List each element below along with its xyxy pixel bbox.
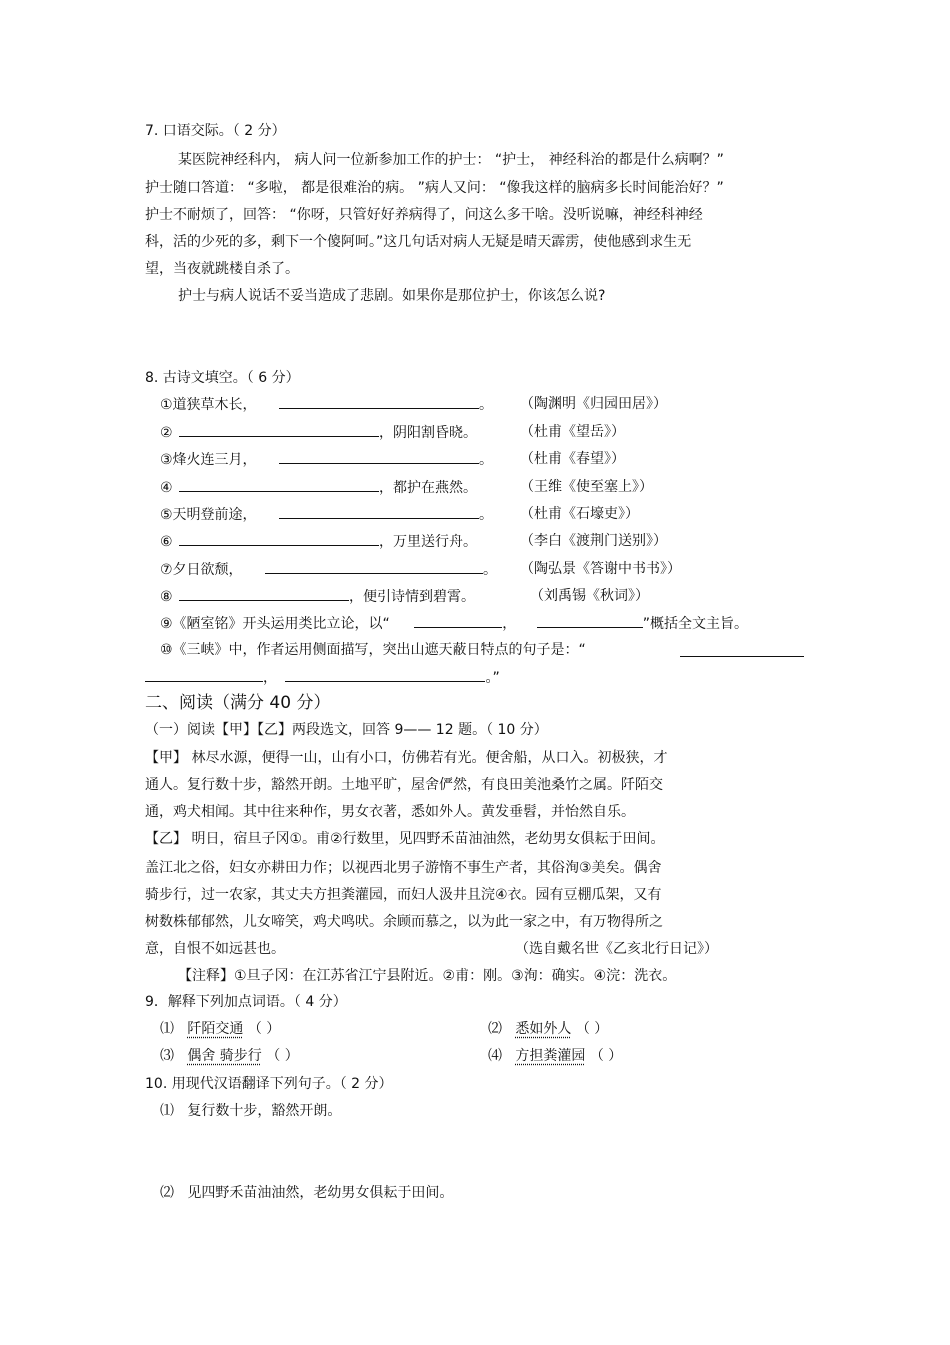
q8-source-6: （李白《渡荆门送别》） — [520, 533, 667, 549]
q8-item-10: ⑩《三峡》中，作者运用侧面描写，突出山遮天蔽日特点的句子是：“ — [160, 642, 586, 658]
q7-line-4: 科，活的少死的多，剩下一个傻阿呵。”这几句话对病人无疑是晴天霹雳，使他感到求生无 — [145, 234, 692, 250]
q9-item-3: ⑶ 偶舍 骑步行 （ ） — [160, 1048, 299, 1064]
passage-notes: 【注释】①旦子冈：在江苏省江宁县附近。②甫：刚。③洵：确实。④浣：洗衣。 — [178, 968, 677, 984]
passage-jia-line-1: 【甲】 林尽水源，便得一山，山有小口，仿佛若有光。便舍船，从口入。初极狭，才 — [145, 750, 668, 766]
answer-blank[interactable] — [279, 449, 479, 464]
q8-item-10-cont: ， 。” — [145, 667, 500, 688]
q8-title: 8. 古诗文填空。（ 6 分） — [145, 370, 300, 386]
answer-parentheses[interactable]: （ ） — [266, 1048, 299, 1064]
q8-item-9: ⑨《陋室铭》开头运用类比立论，以“ ， ”概括全文主旨。 — [160, 613, 748, 634]
q8-item-1: ①道狭草木长， 。 — [160, 394, 493, 415]
q9-item-2: ⑵ 悉如外人 （ ） — [488, 1021, 609, 1037]
q8-item-7: ⑦夕日欲颓， 。 — [160, 559, 497, 580]
passage-yi-line-1: 【乙】 明日，宿旦子冈①。甫②行数里，见四野禾苗油油然，老幼男女俱耘于田间。 — [145, 831, 665, 847]
q8-item-6: ⑥ ，万里送行舟。 — [160, 531, 477, 552]
answer-parentheses[interactable]: （ ） — [247, 1021, 281, 1037]
answer-parentheses[interactable]: （ ） — [589, 1048, 623, 1064]
answer-blank[interactable] — [179, 586, 349, 601]
passage-jia-line-2: 通人。复行数十步，豁然开朗。土地平旷，屋舍俨然，有良田美池桑竹之属。阡陌交 — [145, 777, 663, 793]
q8-item-3: ③烽火连三月， 。 — [160, 449, 493, 470]
q8-source-5: （杜甫《石壕吏》） — [520, 506, 639, 522]
passage-yi-line-3: 骑步行，过一农家，其丈夫方担粪灌园，而妇人汲井且浣④衣。园有豆棚瓜架，又有 — [145, 887, 662, 903]
q8-source-3: （杜甫《春望》） — [520, 451, 625, 467]
q8-source-7: （陶弘景《答谢中书书》） — [520, 561, 681, 577]
q7-title: 7. 口语交际。（ 2 分） — [145, 123, 286, 139]
q7-line-5: 望，当夜就跳楼自杀了。 — [145, 261, 299, 277]
q9-item-1: ⑴ 阡陌交通 （ ） — [160, 1021, 281, 1037]
q8-item-8: ⑧ ，便引诗情到碧霄。 — [160, 586, 475, 607]
answer-blank[interactable] — [179, 477, 379, 492]
q9-title: 9．解释下列加点词语。（ 4 分） — [145, 994, 347, 1010]
q7-line-2: 护士随口答道： “多啦， 都是很难治的病。 ”病人又问： “像我这样的脑病多长时间能治好？” — [145, 180, 724, 196]
q10-title: 10. 用现代汉语翻译下列句子。（ 2 分） — [145, 1076, 393, 1092]
answer-blank[interactable] — [680, 642, 804, 657]
passage-yi-source: （选自戴名世《乙亥北行日记》） — [515, 941, 718, 957]
q8-source-4: （王维《使至塞上》） — [520, 479, 653, 495]
q7-line-3: 护士不耐烦了，回答： “你呀，只管好好养病得了，问这么多干啥。没听说嘛，神经科神经 — [145, 207, 703, 223]
answer-blank[interactable] — [279, 504, 479, 519]
answer-blank[interactable] — [537, 613, 643, 628]
q7-line-1: 某医院神经科内， 病人问一位新参加工作的护士： “护士， 神经科治的都是什么病啊？” — [178, 152, 724, 168]
q8-source-1: （陶渊明《归园田居》） — [520, 396, 667, 412]
passage-jia-line-3: 通，鸡犬相闻。其中往来种作，男女衣著，悉如外人。黄发垂髫，并怡然自乐。 — [145, 804, 635, 820]
answer-blank[interactable] — [179, 422, 379, 437]
answer-blank[interactable] — [414, 613, 502, 628]
q8-item-5: ⑤天明登前途， 。 — [160, 504, 493, 525]
q9-item-4: ⑷ 方担粪灌园 （ ） — [488, 1048, 623, 1064]
answer-blank[interactable] — [285, 667, 485, 682]
q8-item-2: ② ，阴阳割昏晓。 — [160, 422, 477, 443]
q8-source-8: （刘禹锡《秋词》） — [530, 588, 649, 604]
answer-blank[interactable] — [145, 667, 263, 682]
q10-item-2: ⑵ 见四野禾苗油油然，老幼男女俱耘于田间。 — [160, 1185, 454, 1201]
passage-yi-line-2: 盖江北之俗，妇女亦耕田力作；以视西北男子游惰不事生产者，其俗洵③美矣。偶舍 — [145, 860, 662, 876]
q8-item-4: ④ ，都护在燕然。 — [160, 477, 477, 498]
q8-source-2: （杜甫《望岳》） — [520, 424, 625, 440]
answer-blank[interactable] — [179, 531, 379, 546]
passage-yi-line-5: 意，自恨不如远甚也。 — [145, 941, 285, 957]
q10-item-1: ⑴ 复行数十步，豁然开朗。 — [160, 1103, 342, 1119]
section-2-title: 二、阅读（满分 40 分） — [145, 693, 331, 713]
answer-blank[interactable] — [265, 559, 483, 574]
reading-1-intro: （一）阅读【甲】【乙】两段选文，回答 9—— 12 题。（ 10 分） — [145, 722, 548, 738]
answer-parentheses[interactable]: （ ） — [575, 1021, 609, 1037]
answer-blank[interactable] — [279, 394, 479, 409]
q7-prompt: 护士与病人说话不妥当造成了悲剧。如果你是那位护士，你该怎么说? — [178, 288, 606, 304]
passage-yi-line-4: 树数株郁郁然，儿女啼笑，鸡犬鸣吠。余顾而慕之，以为此一家之中，有万物得所之 — [145, 914, 663, 930]
